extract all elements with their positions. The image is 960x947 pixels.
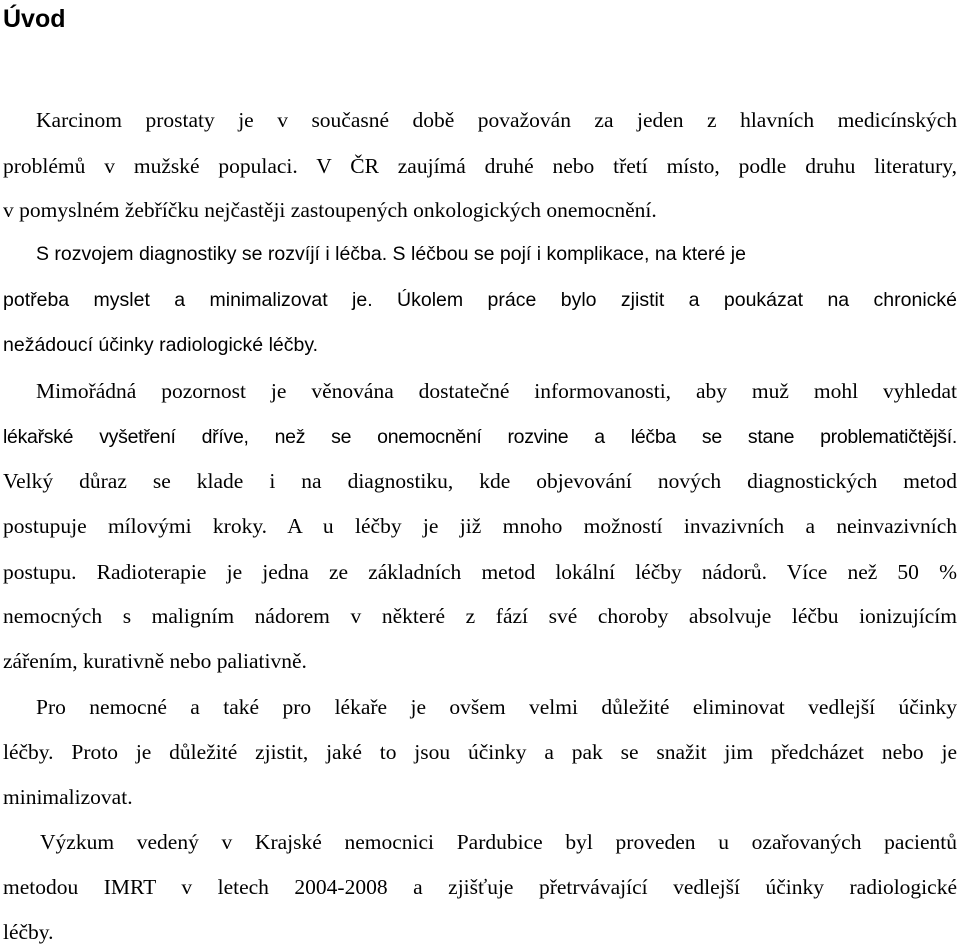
text-line: postupuje mílovými kroky. A u léčby je již mnoho možností invazivních a neinvazivních xyxy=(3,514,957,538)
text-line: postupu. Radioterapie je jedna ze základních metod lokální léčby nádorů. Více než 50 % xyxy=(3,560,957,584)
text-line: Výzkum vedený v Krajské nemocnici Pardubice byl proveden u ozařovaných pacientů xyxy=(40,830,957,854)
text-line: v pomyslném žebříčku nejčastěji zastoupených onkologických onemocnění. xyxy=(3,198,657,222)
text-line: zářením, kurativně nebo paliativně. xyxy=(3,649,307,673)
text-line: metodou IMRT v letech 2004-2008 a zjišťuje přetrvávající vedlejší účinky radiologické xyxy=(3,875,957,899)
section-heading: Úvod xyxy=(3,5,66,33)
text-line: problémů v mužské populaci. V ČR zaujímá druhé nebo třetí místo, podle druhu literatury, xyxy=(3,154,957,178)
text-line: minimalizovat. xyxy=(3,785,133,809)
text-line: S rozvojem diagnostiky se rozvíjí i léčba. S léčbou se pojí i komplikace, na které je xyxy=(36,243,746,265)
text-line: nemocných s maligním nádorem v některé z fází své choroby absolvuje léčbu ionizujícím xyxy=(3,604,957,628)
text-line: potřeba myslet a minimalizovat je. Úkolem práce bylo zjistit a poukázat na chronické xyxy=(3,289,957,311)
text-line: léčby. xyxy=(3,920,54,944)
text-line: lékařské vyšetření dříve, než se onemocnění rozvine a léčba se stane problematičtější. xyxy=(3,426,957,448)
text-line: léčby. Proto je důležité zjistit, jaké to jsou účinky a pak se snažit jim předcházet nebo je xyxy=(3,740,957,764)
text-line: Velký důraz se klade i na diagnostiku, kde objevování nových diagnostických metod xyxy=(3,469,957,493)
text-line: Pro nemocné a také pro lékaře je ovšem velmi důležité eliminovat vedlejší účinky xyxy=(36,695,957,719)
text-line: Mimořádná pozornost je věnována dostatečné informovanosti, aby muž mohl vyhledat xyxy=(36,379,957,403)
text-line: Karcinom prostaty je v současné době považován za jeden z hlavních medicínských xyxy=(36,108,957,132)
text-line: nežádoucí účinky radiologické léčby. xyxy=(3,334,319,356)
